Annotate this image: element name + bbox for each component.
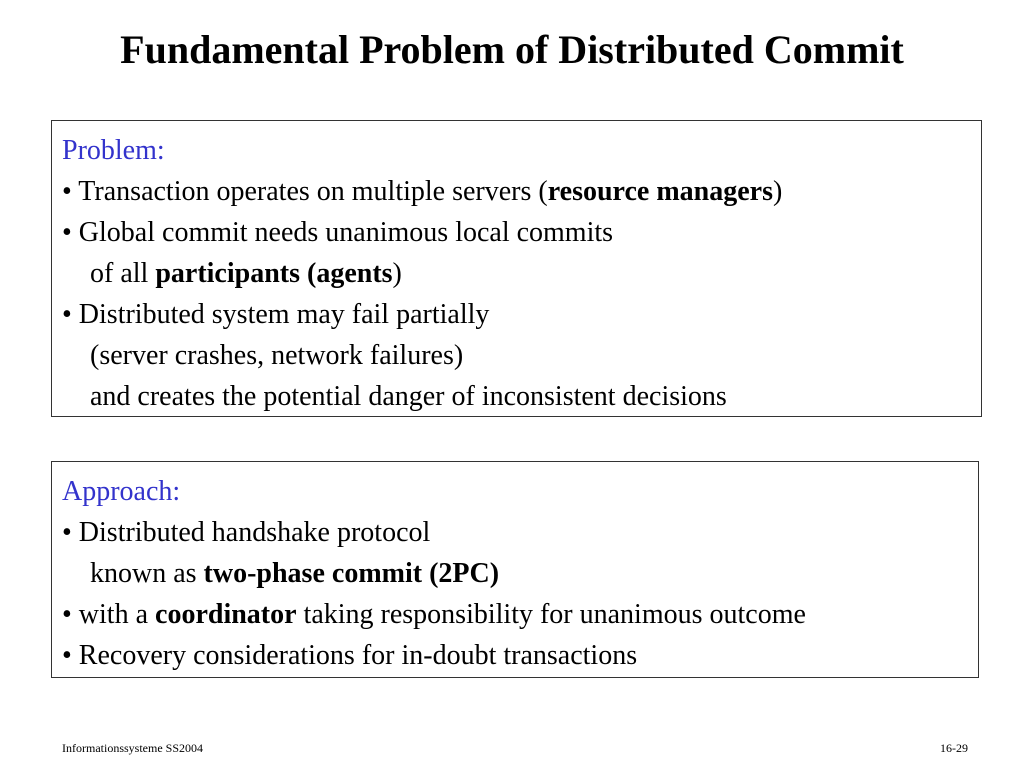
approach-bullet-handshake-continued <box>62 553 978 594</box>
approach-bullet-handshake: • Distributed handshake protocol <box>62 517 431 548</box>
approach-bullet-recovery: • Recovery considerations for in-doubt transactions <box>62 640 638 671</box>
coordinator-suffix: taking responsibility for unanimous outcome <box>296 599 806 630</box>
problem-box <box>51 120 982 417</box>
approach-bullet-coordinator <box>62 594 978 635</box>
known-as-prefix: known as <box>90 558 204 589</box>
problem-bullet-servers-close: ) <box>772 176 783 207</box>
problem-bullet-failure-danger: and creates the potential danger of inconsistent decisions <box>90 381 727 412</box>
coordinator-term: coordinator <box>155 599 297 630</box>
coordinator-prefix: • with a <box>62 599 156 630</box>
problem-heading: Problem: <box>62 135 165 166</box>
participants-prefix: of all <box>90 258 156 289</box>
participants-term: participants (agents <box>155 258 393 289</box>
approach-box <box>51 461 979 678</box>
resource-managers-term: resource managers <box>547 176 773 207</box>
approach-heading: Approach: <box>62 476 181 507</box>
footer-course: Informationssysteme SS2004 <box>62 741 203 755</box>
two-phase-commit-term: two-phase commit (2PC) <box>203 558 500 589</box>
problem-bullet-failure-examples: (server crashes, network failures) <box>90 340 464 371</box>
footer-page-number: 16-29 <box>940 741 968 755</box>
problem-bullet-servers-text: • Transaction operates on multiple servers ( <box>62 176 548 207</box>
problem-bullet-commit: • Global commit needs unanimous local commits <box>62 217 614 248</box>
problem-bullet-commit-continued <box>62 253 981 294</box>
problem-bullet-servers <box>62 171 981 212</box>
problem-bullet-failure: • Distributed system may fail partially <box>62 299 490 330</box>
participants-close: ) <box>392 258 402 289</box>
slide-title: Fundamental Problem of Distributed Commit <box>120 27 904 72</box>
